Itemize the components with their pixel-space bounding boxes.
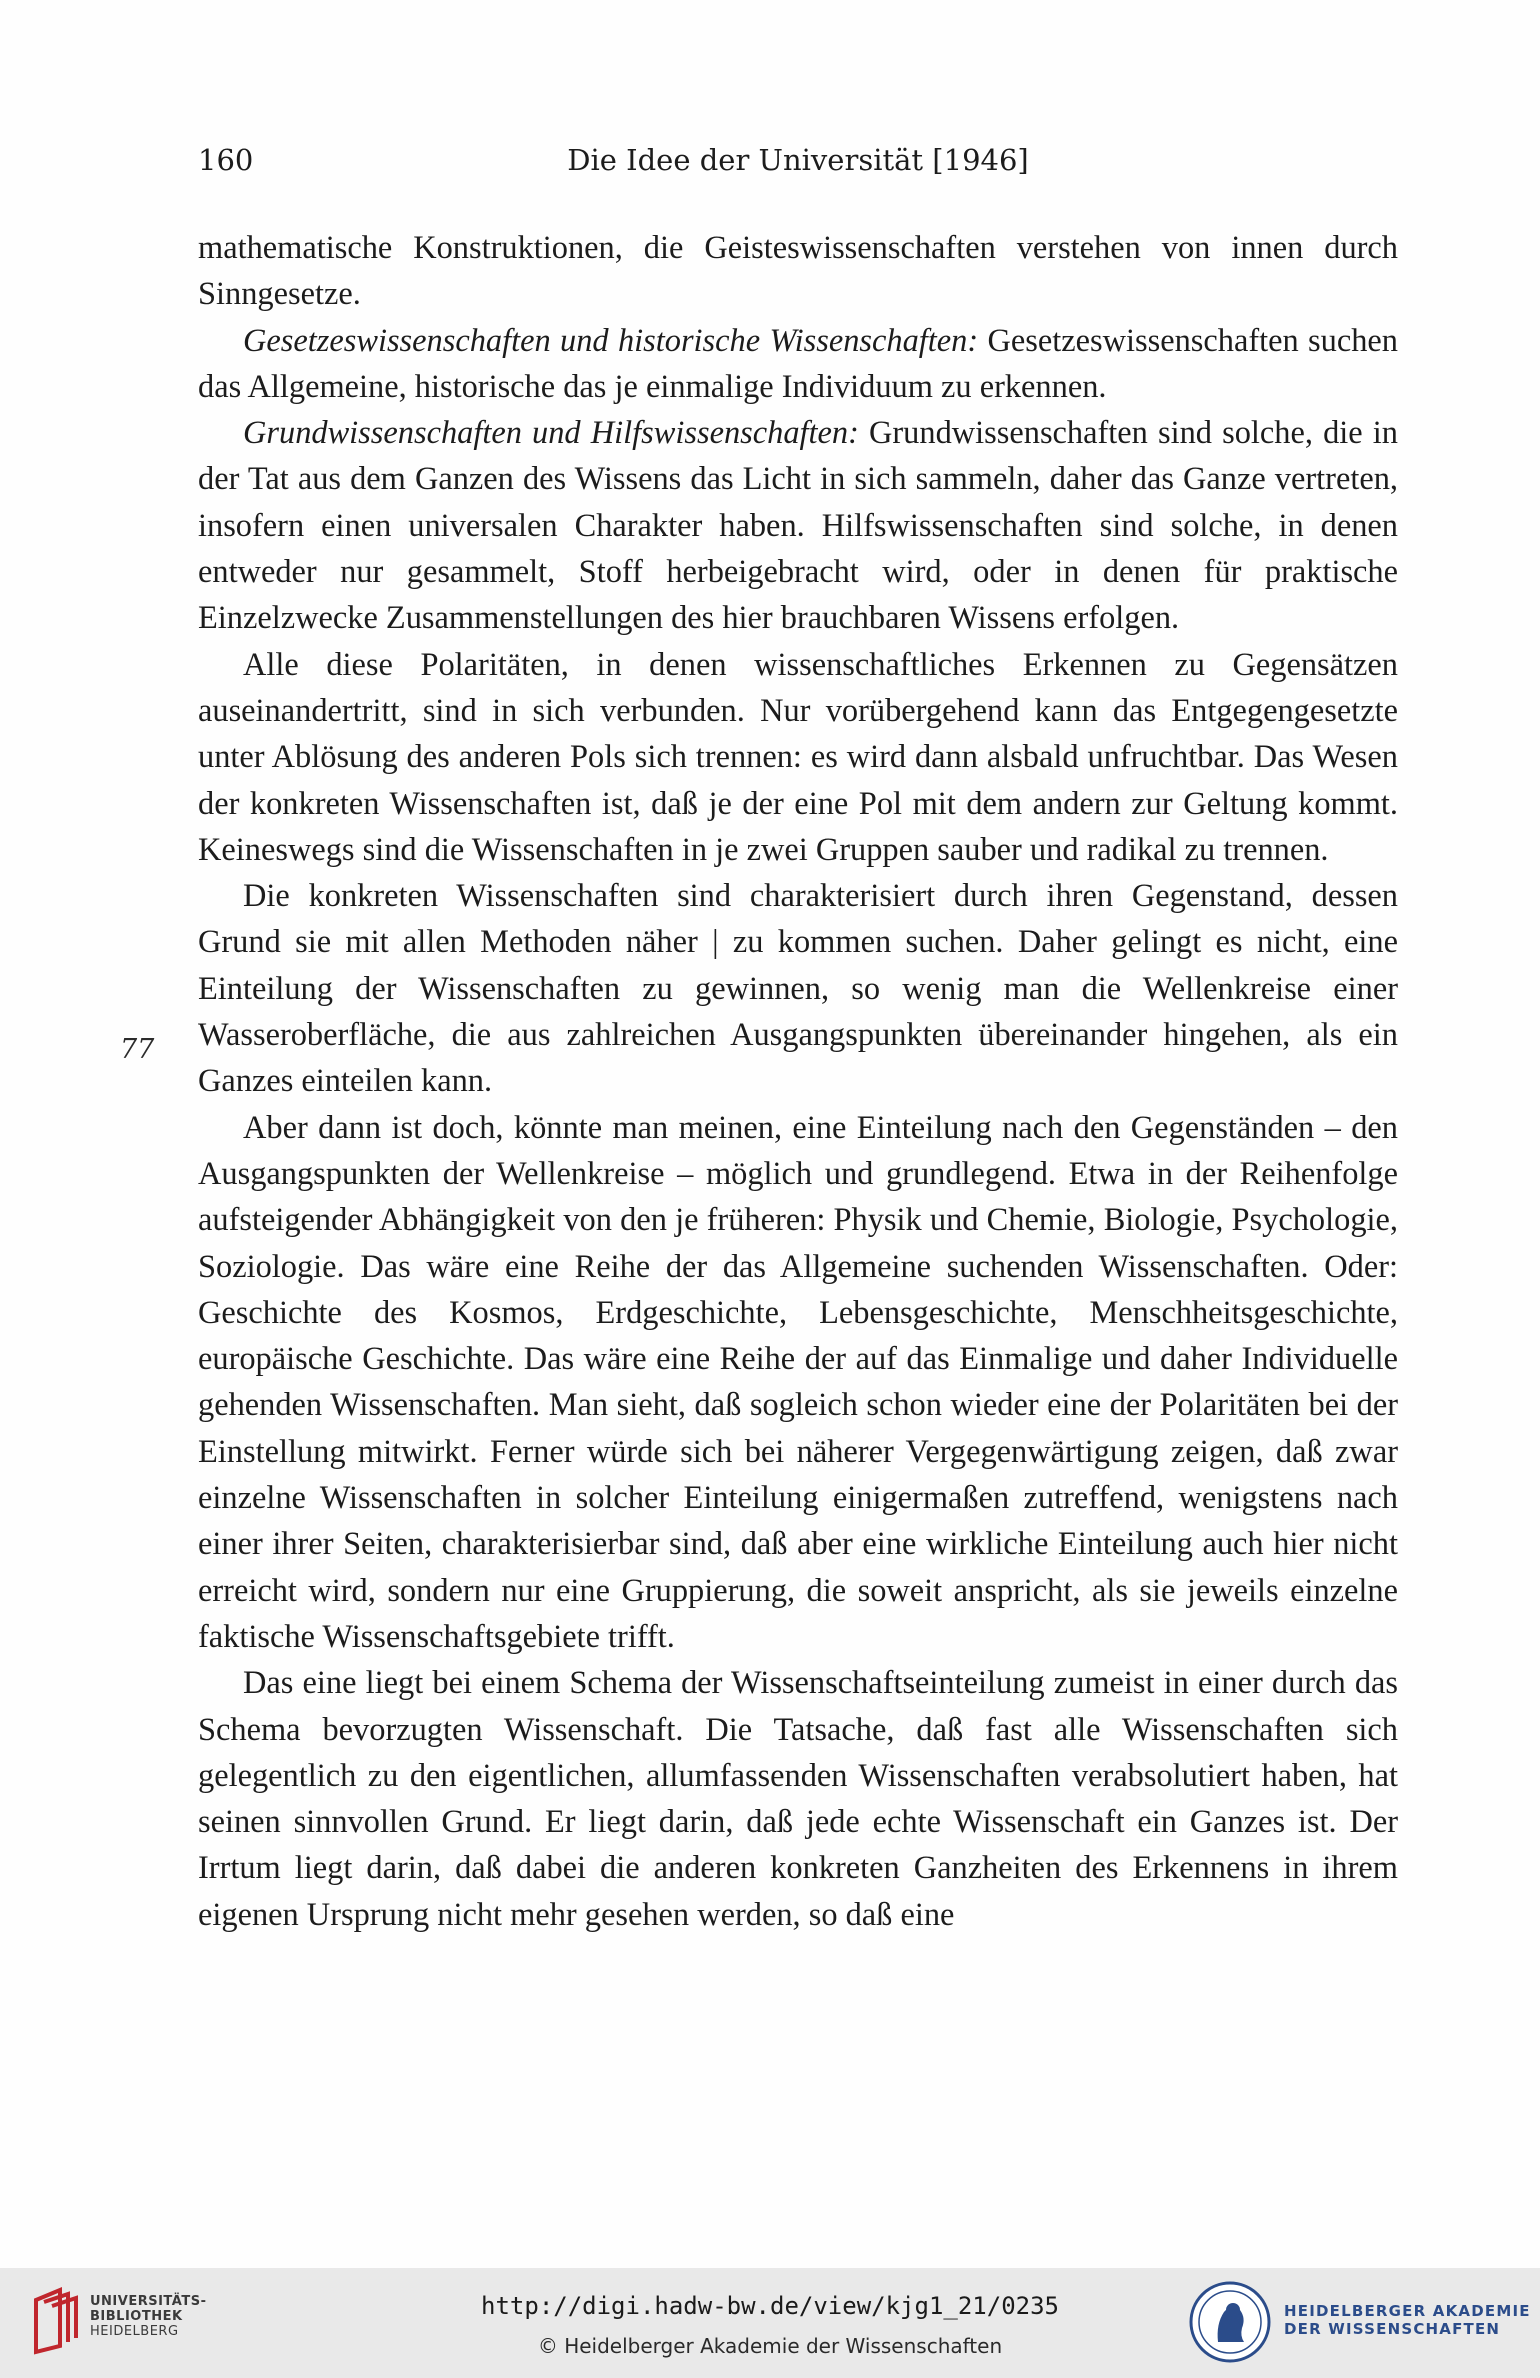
paragraph-5: Die konkreten Wissenschaften sind charakterisiert durch ihren Gegenstand, dessen Grund sie mit allen Methoden näher | zu kommen suchen. Daher gelingt es nicht, eine Einteilung der Wissenschaften zu gewinnen, so wenig man die Wellenkreise einer Wasseroberfläche, die aus zahlreichen Ausgangspunkten übereinander hingehen, als ein Ganzes einteilen kann. xyxy=(198,878,1398,1100)
body-text xyxy=(198,225,1398,1938)
digitization-footer xyxy=(0,2268,1540,2378)
paragraph-3: Grundwissenschaften und Hilfswissenschaften: Grundwissenschaften sind solche, die in der Tat aus dem Ganzen des Wissens das Licht in sich sammeln, daher das Ganze vertreten, insofern einen universalen Charakter haben. Hilfswissenschaften sind solche, in denen entweder nur gesammelt, Stoff herbeigebracht wird, oder in denen für praktische Einzelzwecke Zusammenstellungen des hier brauchbaren Wissens erfolgen. xyxy=(198,415,1398,637)
paragraph-7: Das eine liegt bei einem Schema der Wissenschaftseinteilung zumeist in einer durch das Schema bevorzugten Wissenschaft. Die Tatsache, daß fast alle Wissenschaften sich gelegentlich zu den eigentlichen, allumfassenden Wissenschaften verabsolutiert haben, hat seinen sinnvollen Grund. Er liegt darin, daß jede echte Wissenschaft ein Ganzes ist. Der Irrtum liegt darin, daß dabei die anderen konkreten Ganzheiten des Erkennens in ihrem eigenen Ursprung nicht mehr gesehen werden, so daß eine xyxy=(198,1665,1398,1933)
paragraph-1: mathematische Konstruktionen, die Geisteswissenschaften verstehen von innen durch Sinngesetze. xyxy=(198,230,1398,313)
academy-name: HEIDELBERGER AKADEMIE DER WISSENSCHAFTEN xyxy=(1284,2302,1531,2338)
hadw-seal-icon[interactable] xyxy=(1188,2280,1272,2364)
paragraph-4: Alle diese Polaritäten, in denen wissenschaftliches Erkennen zu Gegensätzen auseinandertritt, sind in sich verbunden. Nur vorübergehend kann das Entgegengesetzte unter Ablösung des anderen Pols sich trennen: es wird dann alsbald unfruchtbar. Das Wesen der konkreten Wissenschaften ist, daß je der eine Pol mit dem andern zur Geltung kommt. Keineswegs sind die Wissenschaften in je zwei Gruppen sauber und radikal zu trennen. xyxy=(198,646,1398,868)
library-name: UNIVERSITÄTS- BIBLIOTHEK HEIDELBERG xyxy=(90,2294,207,2339)
paragraph-2-heading: Gesetzeswissenschaften und historische Wissenschaften: xyxy=(243,322,979,359)
paragraph-3-heading: Grundwissenschaften und Hilfswissenschaften: xyxy=(243,415,859,452)
running-header xyxy=(198,140,1398,180)
paragraph-2: Gesetzeswissenschaften und historische Wissenschaften: Gesetzeswissenschaften suchen das Allgemeine, historische das je einmalige Individuum zu erkennen. xyxy=(198,322,1398,405)
running-title: Die Idee der Universität [1946] xyxy=(567,143,1029,177)
margin-page-reference: 77 xyxy=(120,1034,155,1065)
page-number: 160 xyxy=(198,143,254,177)
copyright-notice: © Heidelberger Akademie der Wissenschaften xyxy=(537,2334,1003,2358)
paragraph-6: Aber dann ist doch, könnte man meinen, eine Einteilung nach den Gegenständen – den Ausgangspunkten der Wellenkreise – möglich und grundlegend. Etwa in der Reihenfolge aufsteigender Abhängigkeit von den je früheren: Physik und Chemie, Biologie, Psychologie, Soziologie. Das wäre eine Reihe der das Allgemeine suchenden Wissenschaften. Oder: Geschichte des Kosmos, Erdgeschichte, Lebensgeschichte, Menschheitsgeschichte, europäische Geschichte. Das wäre eine Reihe der auf das Einmalige und daher Individuelle gehenden Wissenschaften. Man sieht, daß sogleich schon wieder eine der Polaritäten bei der Einstellung mitwirkt. Ferner würde sich bei näherer Vergegenwärtigung zeigen, daß zwar einzelne Wissenschaften in solcher Einteilung einigermaßen zutreffend, wenigstens nach einer ihrer Seiten, charakterisierbar sind, daß aber eine wirkliche Einteilung auch hier nicht erreicht wird, sondern nur eine Gruppierung, die soweit anspricht, als sie jeweils einzelne faktische Wissenschaftsgebiete trifft. xyxy=(198,1109,1398,1655)
permalink-url[interactable]: http://digi.hadw-bw.de/view/kjg1_21/0235 xyxy=(481,2292,1059,2320)
